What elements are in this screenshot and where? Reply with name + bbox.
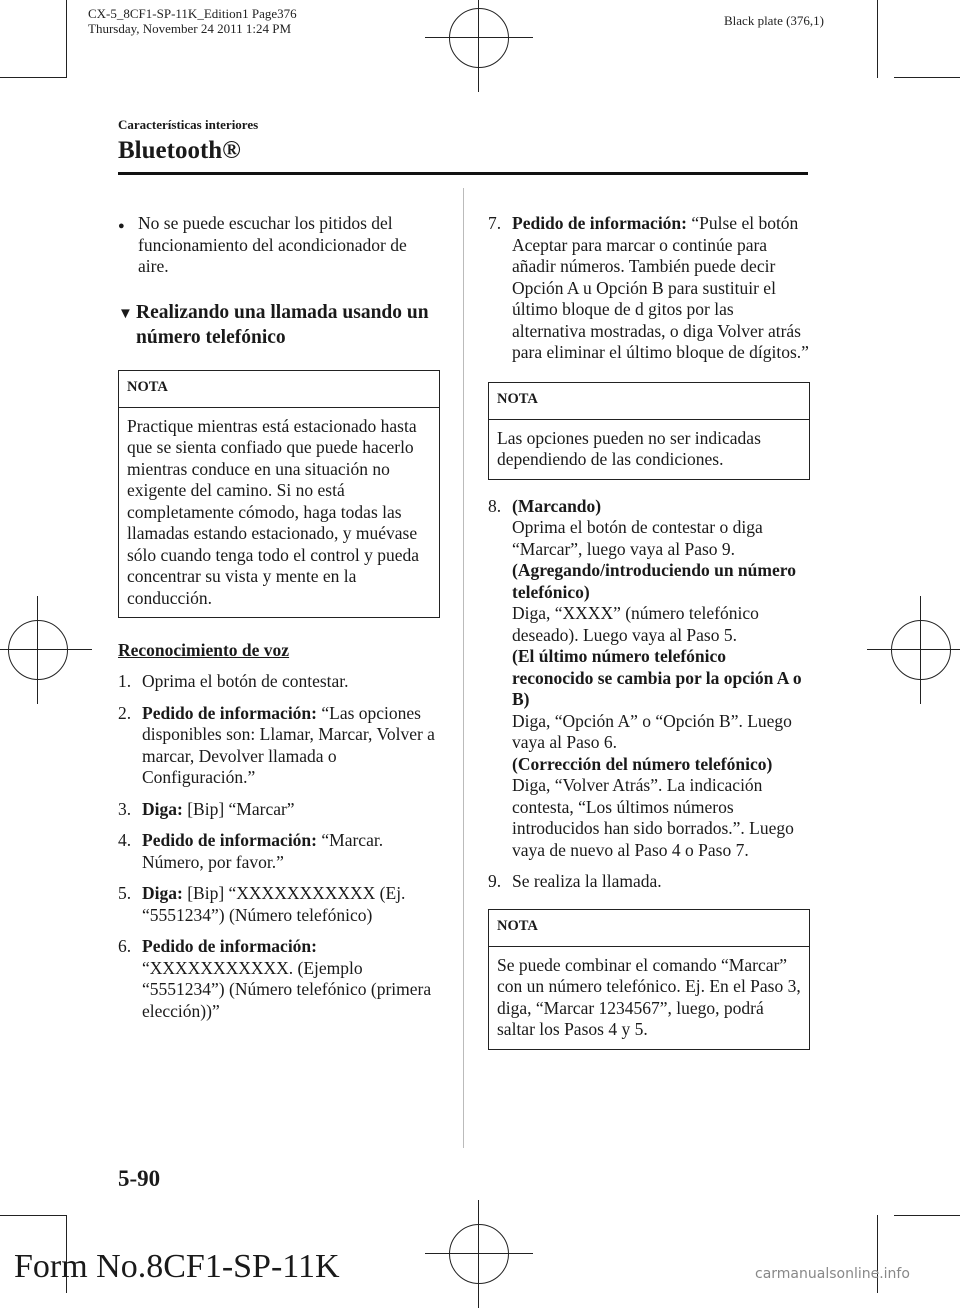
crop-mark xyxy=(0,77,66,78)
header-rule xyxy=(118,172,808,175)
step-item xyxy=(488,871,810,893)
step-number: 5. xyxy=(118,883,132,903)
step-item xyxy=(118,830,440,873)
crop-mark xyxy=(66,0,67,78)
step-text: “Marcar. Número, por favor.” xyxy=(142,830,384,872)
plate-label: Black plate (376,1) xyxy=(724,13,824,28)
step-text: “Las opciones disponibles son: Llamar, Marcar, Volver a marcar, Devolver llamada o Configuración.” xyxy=(142,702,435,787)
registration-mark-bottom xyxy=(449,1224,509,1284)
case-text: Diga, “XXXX” (número telefónico deseado). Luego vaya al Paso 5. xyxy=(512,603,759,645)
step-label: Diga: xyxy=(142,883,183,903)
step-body xyxy=(142,830,440,873)
print-meta xyxy=(88,6,297,36)
section-heading xyxy=(118,300,440,350)
page-number: 5-90 xyxy=(118,1166,161,1191)
registration-mark-right xyxy=(891,620,951,680)
column-divider xyxy=(463,188,464,1148)
step-label: Pedido de información: xyxy=(512,213,687,233)
left-column xyxy=(118,213,440,1032)
step-item xyxy=(118,883,440,926)
step-number: 3. xyxy=(118,798,132,819)
step-text: [Bip] “XXXXXXXXXXX (Ej. “5551234”) (Número telefónico) xyxy=(142,883,406,925)
case-text: Oprima el botón de contestar o diga “Marcar”, luego vaya al Paso 9. xyxy=(512,517,763,559)
step-list xyxy=(118,671,440,1022)
crop-mark xyxy=(894,77,960,78)
note-label: NOTA xyxy=(119,371,439,408)
step-body xyxy=(142,703,440,789)
crop-mark xyxy=(877,0,878,78)
case-heading: (Corrección del número telefónico) xyxy=(512,753,773,774)
print-date: Thursday, November 24 2011 1:24 PM xyxy=(88,21,292,36)
step-body xyxy=(142,936,440,1022)
note-body: Practique mientras está estacionado hasta que se sienta confiado que puede hacerlo mientras conduce en una situación no exigente del camino. Si no está completamente cómodo, haga todas las llamadas estando estacionado, y muévase sólo cuando tenga todo el control y pueda concentrar su vista y mente en la conducción. xyxy=(127,415,420,608)
step-text: Oprima el botón de contestar. xyxy=(142,671,349,691)
form-number: Form No.8CF1-SP-11K xyxy=(14,1248,340,1285)
step-number: 6. xyxy=(118,936,132,956)
step-body xyxy=(142,883,440,926)
bullet-text: No se puede escuchar los pitidos del funcionamiento del acondicionador de aire. xyxy=(138,213,407,276)
crop-mark xyxy=(0,1215,66,1216)
step-number: 8. xyxy=(488,495,502,516)
bullet-dot-icon: ● xyxy=(118,220,125,232)
case-heading: (El último número telefónico reconocido se cambia por la opción A o B) xyxy=(512,646,802,709)
step-text: [Bip] “Marcar” xyxy=(182,798,295,819)
case-heading: (Marcando) xyxy=(512,495,602,516)
step-item xyxy=(118,936,440,1022)
bullet-item xyxy=(118,213,440,278)
case-text: Diga, “Opción A” o “Opción B”. Luego vaya al Paso 6. xyxy=(512,710,792,752)
step-item xyxy=(118,671,440,693)
step-number: 1. xyxy=(118,671,132,691)
note-body: Las opciones pueden no ser indicadas dependiendo de las condiciones. xyxy=(497,427,761,469)
step-item xyxy=(488,213,810,364)
print-filename: CX-5_8CF1-SP-11K_Edition1 Page376 xyxy=(88,6,297,21)
step-label: Pedido de información: xyxy=(142,702,317,723)
right-column xyxy=(488,213,810,1050)
registration-mark-top xyxy=(449,8,509,68)
note-box xyxy=(488,909,810,1050)
step-number: 7. xyxy=(488,213,502,233)
step-body xyxy=(142,671,440,693)
note-box xyxy=(488,382,810,480)
step-label: Pedido de información: xyxy=(142,936,317,956)
step-body xyxy=(512,496,810,862)
step-body xyxy=(142,799,440,821)
triangle-down-icon: ▼ xyxy=(118,305,133,322)
step-number: 9. xyxy=(488,871,502,891)
case-heading: (Agregando/introduciendo un número telefónico) xyxy=(512,560,796,602)
step-label: Diga: xyxy=(142,798,183,819)
step-body xyxy=(512,213,810,364)
note-label: NOTA xyxy=(489,910,809,947)
step-label: Pedido de información: xyxy=(142,830,317,850)
step-number: 4. xyxy=(118,830,132,850)
step-item xyxy=(118,703,440,789)
page-title: Bluetooth® xyxy=(118,137,241,164)
step-text: “Pulse el botón Aceptar para marcar o continúe para añadir números. También puede decir Opción A u Opción B para sustituir el último bloque de d gitos por las alternativa mostradas, o diga Volver atrás para eliminar el último bloque de dígitos.” xyxy=(512,213,809,362)
section-name: Características interiores xyxy=(118,117,259,132)
step-item xyxy=(118,799,440,821)
note-label: NOTA xyxy=(489,383,809,420)
watermark-site: carmanualsonline.info xyxy=(755,1266,910,1282)
subheading: Reconocimiento de voz xyxy=(118,640,290,660)
step-item xyxy=(488,496,810,862)
step-number: 2. xyxy=(118,702,132,723)
crop-mark xyxy=(894,1215,960,1216)
step-text: “XXXXXXXXXXX. (Ejemplo “5551234”) (Número telefónico (primera elección))” xyxy=(142,957,432,1021)
note-body: Se puede combinar el comando “Marcar” con un número telefónico. Ej. En el Paso 3, diga, “Marcar 1234567”, luego, podrá saltar los Pasos 4 y 5. xyxy=(497,954,801,1039)
section-heading-text: Realizando una llamada usando un número telefónico xyxy=(136,301,429,348)
step-text: Se realiza la llamada. xyxy=(512,871,662,891)
case-text: Diga, “Volver Atrás”. La indicación contesta, “Los últimos números introducidos han sido borrados.”. Luego vaya de nuevo al Paso 4 o Paso 7. xyxy=(512,775,794,860)
note-box xyxy=(118,370,440,619)
registration-mark-left xyxy=(8,620,68,680)
